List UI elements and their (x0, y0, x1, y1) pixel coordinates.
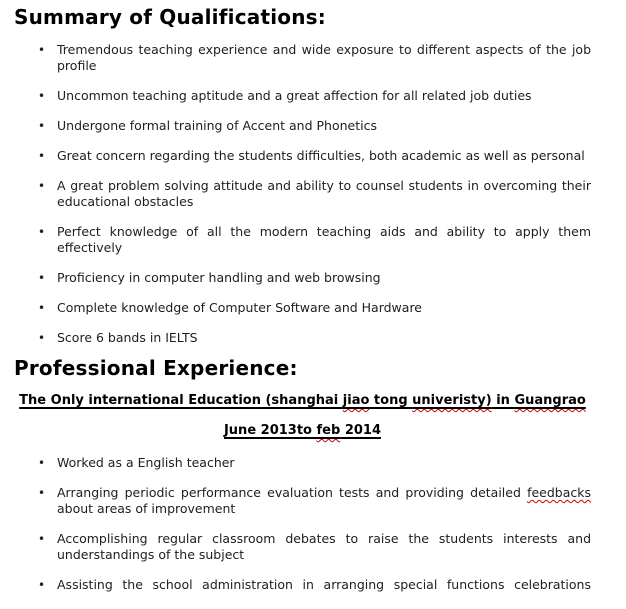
list-item (38, 178, 591, 210)
misspelled-word: Guangrao (514, 393, 586, 408)
list-item-text: Tremendous teaching experience and wide exposure to different aspects of the job profile (57, 42, 591, 73)
list-item (38, 485, 591, 517)
list-item-text: Undergone formal training of Accent and Phonetics (57, 118, 377, 133)
list-item-text: Proficiency in computer handling and web browsing (57, 270, 381, 285)
misspelled-word: jiao (342, 393, 370, 408)
bullet-icon: • (38, 89, 46, 103)
list-item (38, 224, 591, 256)
employer-text: in (491, 393, 515, 408)
list-item-text: Accomplishing regular classroom debates to raise the students interests and understandings of the subject (57, 531, 591, 562)
bullet-icon: • (38, 301, 46, 315)
date-range (14, 423, 591, 439)
qualifications-list (14, 42, 591, 346)
bullet-icon: • (38, 486, 46, 500)
list-item (38, 455, 591, 471)
list-item (38, 42, 591, 74)
bullet-icon: • (38, 225, 46, 239)
list-item-text: Arranging periodic performance evaluation tests and providing detailed (57, 485, 528, 500)
misspelled-word: feb (316, 423, 341, 438)
date-text: 2014 (340, 423, 382, 438)
misspelled-word: univeristy) (412, 393, 492, 408)
list-item (38, 577, 591, 593)
bullet-icon: • (38, 271, 46, 285)
bullet-icon: • (38, 179, 46, 193)
list-item (38, 148, 591, 164)
employer-text: tong (369, 393, 413, 408)
employer-title (14, 393, 591, 409)
list-item (38, 88, 591, 104)
list-item (38, 118, 591, 134)
date-text: June 2013to (223, 423, 317, 438)
bullet-icon: • (38, 532, 46, 546)
list-item (38, 270, 591, 286)
bullet-icon: • (38, 456, 46, 470)
bullet-icon: • (38, 149, 46, 163)
bullet-icon: • (38, 43, 46, 57)
experience-heading: Professional Experience: (14, 356, 298, 380)
list-item-text: A great problem solving attitude and ability to counsel students in overcoming their educational obstacles (57, 178, 591, 209)
bullet-icon: • (38, 578, 46, 592)
list-item-text: about areas of improvement (57, 501, 236, 516)
employer-text: The Only international Education (shanghai (19, 393, 343, 408)
experience-list (14, 455, 591, 593)
list-item (38, 330, 591, 346)
list-item-text (57, 485, 591, 516)
list-item-text: Great concern regarding the students difficulties, both academic as well as personal (57, 148, 585, 163)
list-item-text: Worked as a English teacher (57, 455, 235, 470)
bullet-icon: • (38, 331, 46, 345)
summary-heading: Summary of Qualifications: (14, 5, 326, 29)
list-item-text: Uncommon teaching aptitude and a great affection for all related job duties (57, 88, 532, 103)
list-item-text: Complete knowledge of Computer Software and Hardware (57, 300, 422, 315)
bullet-icon: • (38, 119, 46, 133)
list-item-text: Perfect knowledge of all the modern teaching aids and ability to apply them effectively (57, 224, 591, 255)
list-item-text: Score 6 bands in IELTS (57, 330, 198, 345)
list-item (38, 300, 591, 316)
misspelled-word: feedbacks (527, 485, 591, 500)
list-item-text: Assisting the school administration in arranging special functions celebrations (57, 577, 591, 592)
list-item (38, 531, 591, 563)
